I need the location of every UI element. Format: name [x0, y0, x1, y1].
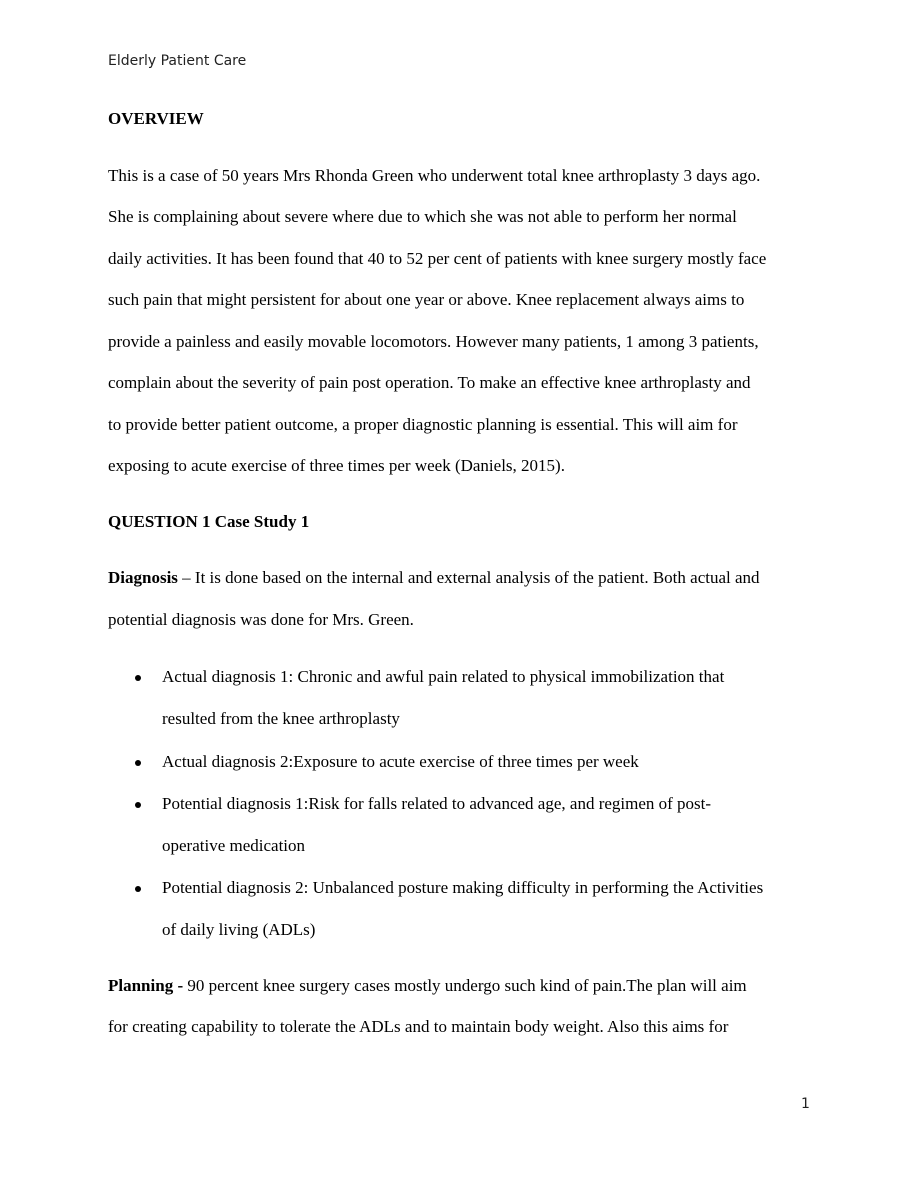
overview-heading: OVERVIEW: [108, 109, 204, 128]
bullet-icon: [135, 760, 141, 766]
overview-line: to provide better patient outcome, a proper diagnostic planning is essential. This will aim for: [108, 415, 738, 434]
planning-paragraph-line: [108, 976, 747, 996]
diagnosis-label: Diagnosis: [108, 568, 178, 587]
bullet-item-line: Potential diagnosis 2: Unbalanced posture making difficulty in performing the Activities: [162, 878, 764, 897]
bullet-item-line: Actual diagnosis 2:Exposure to acute exercise of three times per week: [162, 752, 639, 771]
overview-line: She is complaining about severe where due to which she was not able to perform her normal: [108, 207, 737, 226]
overview-line: daily activities. It has been found that 40 to 52 per cent of patients with knee surgery mostly face: [108, 249, 767, 268]
bullet-item-line: operative medication: [162, 836, 306, 855]
diagnosis-text: – It is done based on the internal and external analysis of the patient. Both actual and: [177, 568, 760, 587]
diagnosis-paragraph-line: potential diagnosis was done for Mrs. Green.: [108, 610, 414, 629]
bullet-icon: [135, 886, 141, 892]
diagnosis-paragraph-line: [108, 568, 760, 588]
planning-paragraph-line: for creating capability to tolerate the ADLs and to maintain body weight. Also this aims for: [108, 1017, 729, 1036]
question-heading: QUESTION 1 Case Study 1: [108, 512, 310, 531]
bullet-icon: [135, 802, 141, 808]
bullet-item-line: resulted from the knee arthroplasty: [162, 709, 400, 728]
overview-line: exposing to acute exercise of three times per week (Daniels, 2015).: [108, 456, 565, 475]
running-header: Elderly Patient Care: [108, 53, 247, 69]
planning-label: Planning -: [108, 976, 184, 995]
planning-text: 90 percent knee surgery cases mostly undergo such kind of pain.The plan will aim: [183, 976, 747, 995]
overview-line: This is a case of 50 years Mrs Rhonda Green who underwent total knee arthroplasty 3 days ago.: [108, 166, 761, 185]
overview-line: such pain that might persistent for about one year or above. Knee replacement always aims to: [108, 290, 745, 309]
overview-line: complain about the severity of pain post operation. To make an effective knee arthroplasty and: [108, 373, 751, 392]
bullet-item-line: of daily living (ADLs): [162, 920, 316, 939]
bullet-icon: [135, 675, 141, 681]
page-number: 1: [801, 1096, 810, 1112]
overview-line: provide a painless and easily movable locomotors. However many patients, 1 among 3 patients,: [108, 332, 759, 351]
bullet-item-line: Actual diagnosis 1: Chronic and awful pain related to physical immobilization that: [162, 667, 725, 686]
bullet-item-line: Potential diagnosis 1:Risk for falls related to advanced age, and regimen of post-: [162, 794, 712, 813]
